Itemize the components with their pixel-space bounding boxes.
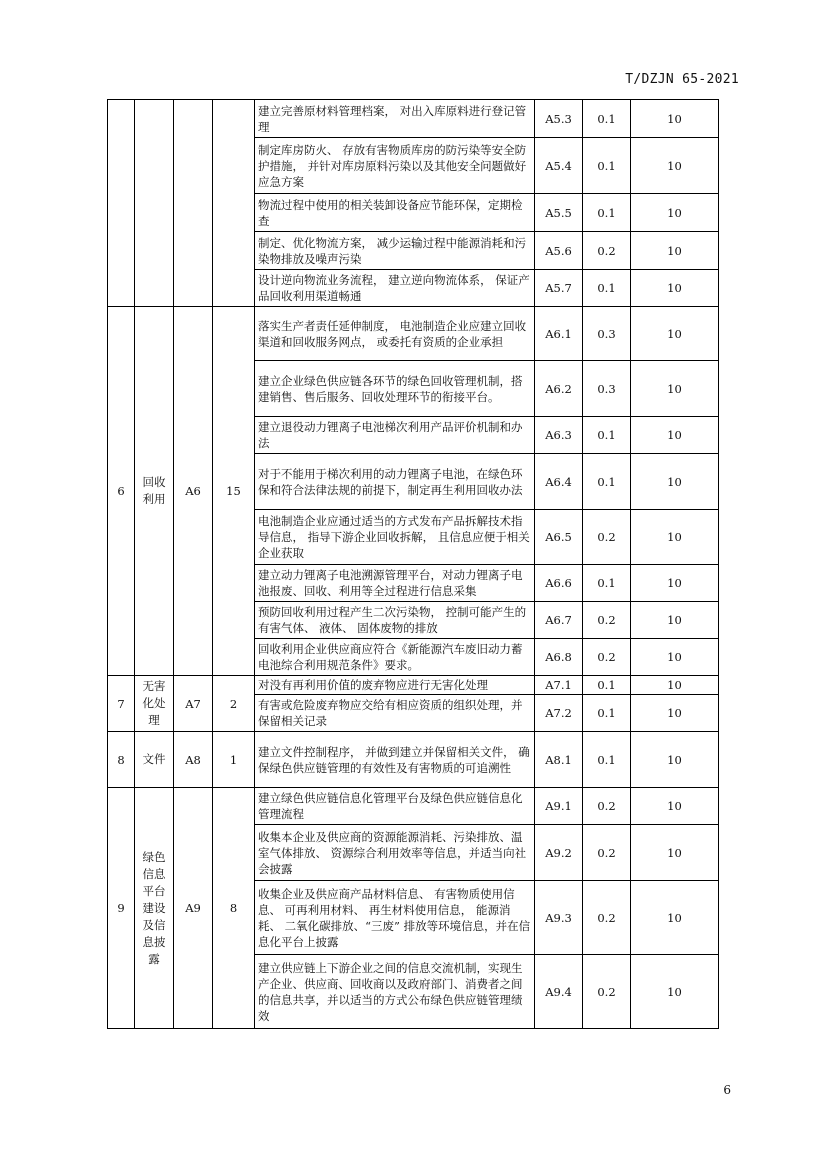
full-score: 10 [631,361,719,417]
item-score: 8 [213,788,255,1029]
requirement-description: 建立动力锂离子电池溯源管理平台，对动力锂离子电池报废、回收、利用等全过程进行信息采集 [255,565,535,602]
evaluation-item: 绿色信息平台建设及信息披露 [142,849,166,966]
evaluation-item-cell [135,307,174,676]
requirement-description: 回收利用企业供应商应符合《新能源汽车废旧动力蓄电池综合利用规范条件》要求。 [255,639,535,676]
requirement-description: 物流过程中使用的相关装卸设备应节能环保，定期检查 [255,194,535,232]
clause-number: A6.5 [535,510,583,565]
sequence-number: 8 [108,732,135,788]
weight-value: 0.1 [583,565,631,602]
clause-number: A6.4 [535,454,583,510]
requirement-description: 收集企业及供应商产品材料信息、 有害物质使用信息、 可再利用材料、 再生材料使用信息， 能源消耗、 二氧化碳排放、“三废” 排放等环境信息，并在信息化平台上披露 [255,881,535,955]
weight-value: 0.3 [583,307,631,361]
clause-number: A5.4 [535,138,583,194]
weight-value: 0.2 [583,825,631,881]
evaluation-item-cell [135,676,174,732]
weight-value: 0.3 [583,361,631,417]
sequence-number: 9 [108,788,135,1029]
requirement-description: 设计逆向物流业务流程， 建立逆向物流体系， 保证产品回收利用渠道畅通 [255,270,535,307]
weight-value: 0.2 [583,232,631,270]
clause-number: A6.7 [535,602,583,639]
requirement-description: 预防回收利用过程产生二次污染物， 控制可能产生的有害气体、 液体、 固体废物的排放 [255,602,535,639]
sequence-number [108,100,135,307]
weight-value: 0.1 [583,676,631,695]
requirement-description: 建立供应链上下游企业之间的信息交流机制，实现生产企业、供应商、回收商以及政府部门、消费者之间的信息共享，并以适当的方式公布绿色供应链管理绩效 [255,955,535,1029]
full-score: 10 [631,676,719,695]
page-number: 6 [723,1083,731,1097]
clause-number: A9.4 [535,955,583,1029]
item-code: A7 [174,676,213,732]
requirement-description: 对于不能用于梯次利用的动力锂离子电池，在绿色环保和符合法律法规的前提下，制定再生利用回收办法 [255,454,535,510]
full-score: 10 [631,695,719,732]
clause-number: A5.6 [535,232,583,270]
evaluation-item: 无害化处理 [142,679,166,727]
clause-number: A9.2 [535,825,583,881]
item-score: 2 [213,676,255,732]
requirement-description: 收集本企业及供应商的资源能源消耗、污染排放、温室气体排放、 资源综合利用效率等信息，并适当向社会披露 [255,825,535,881]
clause-number: A8.1 [535,732,583,788]
weight-value: 0.2 [583,881,631,955]
weight-value: 0.2 [583,639,631,676]
requirement-description: 建立绿色供应链信息化管理平台及绿色供应链信息化管理流程 [255,788,535,825]
weight-value: 0.2 [583,510,631,565]
clause-number: A6.8 [535,639,583,676]
item-code: A8 [174,732,213,788]
full-score: 10 [631,602,719,639]
clause-number: A6.3 [535,417,583,454]
requirement-description: 建立文件控制程序， 并做到建立并保留相关文件， 确保绿色供应链管理的有效性及有害物质的可追溯性 [255,732,535,788]
full-score: 10 [631,788,719,825]
evaluation-table [107,99,719,1029]
sequence-number: 7 [108,676,135,732]
clause-number: A6.1 [535,307,583,361]
evaluation-item-cell [135,732,174,788]
full-score: 10 [631,100,719,138]
evaluation-item: 文件 [142,752,166,766]
requirement-description: 落实生产者责任延伸制度， 电池制造企业应建立回收渠道和回收服务网点， 或委托有资质的企业承担 [255,307,535,361]
item-code: A6 [174,307,213,676]
clause-number: A6.6 [535,565,583,602]
item-code: A9 [174,788,213,1029]
full-score: 10 [631,270,719,307]
weight-value: 0.2 [583,788,631,825]
full-score: 10 [631,307,719,361]
full-score: 10 [631,881,719,955]
clause-number: A5.3 [535,100,583,138]
weight-value: 0.1 [583,732,631,788]
full-score: 10 [631,639,719,676]
table-row [108,100,719,138]
clause-number: A5.7 [535,270,583,307]
weight-value: 0.1 [583,138,631,194]
full-score: 10 [631,138,719,194]
full-score: 10 [631,417,719,454]
table-row [108,732,719,788]
item-code [174,100,213,307]
table-row [108,676,719,695]
full-score: 10 [631,732,719,788]
clause-number: A7.2 [535,695,583,732]
full-score: 10 [631,194,719,232]
full-score: 10 [631,825,719,881]
standard-code: T/DZJN 65-2021 [625,72,739,87]
weight-value: 0.2 [583,602,631,639]
requirement-description: 建立退役动力锂离子电池梯次利用产品评价机制和办法 [255,417,535,454]
item-score: 15 [213,307,255,676]
weight-value: 0.1 [583,194,631,232]
clause-number: A5.5 [535,194,583,232]
full-score: 10 [631,510,719,565]
requirement-description: 制定、优化物流方案， 减少运输过程中能源消耗和污染物排放及噪声污染 [255,232,535,270]
weight-value: 0.2 [583,955,631,1029]
table-row [108,307,719,361]
full-score: 10 [631,565,719,602]
clause-number: A7.1 [535,676,583,695]
full-score: 10 [631,955,719,1029]
requirement-description: 有害或危险废弃物应交给有相应资质的组织处理，并保留相关记录 [255,695,535,732]
sequence-number: 6 [108,307,135,676]
weight-value: 0.1 [583,100,631,138]
item-score: 1 [213,732,255,788]
requirement-description: 建立完善原材料管理档案， 对出入库原料进行登记管理 [255,100,535,138]
table-row [108,788,719,825]
requirement-description: 制定库房防火、 存放有害物质库房的防污染等安全防护措施， 并针对库房原料污染以及其他安全问题做好应急方案 [255,138,535,194]
weight-value: 0.1 [583,417,631,454]
weight-value: 0.1 [583,695,631,732]
requirement-description: 建立企业绿色供应链各环节的绿色回收管理机制，搭建销售、售后服务、回收处理环节的衔接平台。 [255,361,535,417]
evaluation-item-cell [135,788,174,1029]
item-score [213,100,255,307]
full-score: 10 [631,232,719,270]
requirement-description: 电池制造企业应通过适当的方式发布产品拆解技术指导信息， 指导下游企业回收拆解， 且信息应便于相关企业获取 [255,510,535,565]
clause-number: A6.2 [535,361,583,417]
clause-number: A9.1 [535,788,583,825]
weight-value: 0.1 [583,270,631,307]
weight-value: 0.1 [583,454,631,510]
requirement-description: 对没有再利用价值的废弃物应进行无害化处理 [255,676,535,695]
evaluation-item-cell [135,100,174,307]
evaluation-item: 回收利用 [142,475,166,506]
clause-number: A9.3 [535,881,583,955]
full-score: 10 [631,454,719,510]
